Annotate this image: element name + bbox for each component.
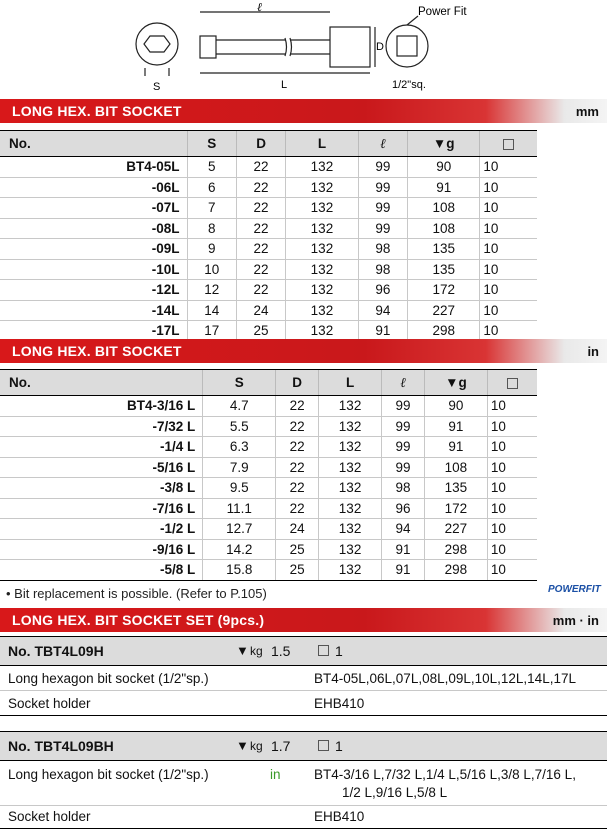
weight-icon: ▼ xyxy=(236,738,249,753)
item-label: Socket holder xyxy=(8,809,91,824)
item-label: Long hexagon bit socket (1/2"sp.) xyxy=(8,767,209,782)
cell-value: 132 xyxy=(286,300,358,321)
socket-diagram xyxy=(0,0,607,98)
cell-value: 10 xyxy=(487,437,537,458)
cell-value: 10 xyxy=(480,280,537,301)
cell-value: 25 xyxy=(276,560,319,581)
cell-value: 5.5 xyxy=(203,416,276,437)
kg-unit: kg xyxy=(250,739,263,753)
col-L: L xyxy=(319,370,382,396)
set-a-weight: 1.5 xyxy=(271,643,291,659)
cell-value: 90 xyxy=(408,157,480,178)
spec-table-mm xyxy=(0,130,537,342)
cell-value: 10 xyxy=(487,396,537,417)
cell-value: 9 xyxy=(187,239,236,260)
cell-value: 10 xyxy=(480,259,537,280)
label-L: L xyxy=(281,79,288,91)
label-l: ℓ xyxy=(257,0,262,14)
label-powerfit: Power Fit xyxy=(418,6,467,18)
cell-value: 10 xyxy=(487,519,537,540)
table-row xyxy=(0,218,537,239)
cell-value: 24 xyxy=(236,300,285,321)
table-row xyxy=(0,198,537,219)
cell-value: 94 xyxy=(358,300,407,321)
cell-value: 96 xyxy=(358,280,407,301)
table-row xyxy=(0,519,537,540)
cell-value: 17 xyxy=(187,321,236,342)
label-D: D xyxy=(376,41,384,53)
col-d: D xyxy=(236,131,285,157)
box-icon xyxy=(318,645,329,656)
set-a-qty: 1 xyxy=(335,643,343,659)
item-value: EHB410 xyxy=(314,809,365,824)
socket-end-view xyxy=(136,23,178,76)
label-S: S xyxy=(153,81,161,93)
cell-value: 8 xyxy=(187,218,236,239)
cell-value: 99 xyxy=(358,198,407,219)
cell-value: 12 xyxy=(187,280,236,301)
cell-value: 22 xyxy=(276,498,319,519)
cell-value: 10 xyxy=(480,218,537,239)
cell-value: 6.3 xyxy=(203,437,276,458)
cell-value: 298 xyxy=(424,539,487,560)
item-tag-in: in xyxy=(270,767,281,782)
table-row xyxy=(0,539,537,560)
table-row xyxy=(0,437,537,458)
set-a-row-2 xyxy=(0,691,607,716)
col-L: L xyxy=(286,131,358,157)
kg-unit: kg xyxy=(250,644,263,658)
item-label: Socket holder xyxy=(8,696,91,711)
cell-part-number: BT4-05L xyxy=(0,157,187,178)
cell-value: 25 xyxy=(276,539,319,560)
banner-mm xyxy=(0,99,607,123)
col-d: D xyxy=(276,370,319,396)
col-qty xyxy=(480,131,537,157)
cell-part-number: -9/16 L xyxy=(0,539,203,560)
cell-part-number: -10L xyxy=(0,259,187,280)
cell-value: 10 xyxy=(480,321,537,342)
cell-value: 7.9 xyxy=(203,457,276,478)
banner-title: LONG HEX. BIT SOCKET SET (9pcs.) xyxy=(12,612,265,628)
cell-value: 132 xyxy=(319,519,382,540)
cell-value: 99 xyxy=(382,457,425,478)
item-value: BT4-05L,06L,07L,08L,09L,10L,12L,14L,17L xyxy=(314,671,576,686)
cell-value: 10 xyxy=(480,239,537,260)
cell-value: 227 xyxy=(424,519,487,540)
cell-value: 90 xyxy=(424,396,487,417)
cell-value: 10 xyxy=(480,198,537,219)
cell-value: 132 xyxy=(286,259,358,280)
table-row xyxy=(0,498,537,519)
set-a-header xyxy=(0,636,607,666)
cell-value: 172 xyxy=(408,280,480,301)
banner-title: LONG HEX. BIT SOCKET xyxy=(12,103,182,119)
table-row xyxy=(0,478,537,499)
note-text: • Bit replacement is possible. (Refer to P.105) xyxy=(6,586,267,601)
cell-value: 135 xyxy=(408,239,480,260)
table-row xyxy=(0,157,537,178)
set-b-row-2 xyxy=(0,806,607,829)
cell-value: 132 xyxy=(286,218,358,239)
banner-unit: in xyxy=(587,344,599,359)
cell-value: 227 xyxy=(408,300,480,321)
weight-icon: ▼ xyxy=(236,643,249,658)
table-row xyxy=(0,560,537,581)
table-row xyxy=(0,280,537,301)
item-label: Long hexagon bit socket (1/2"sp.) xyxy=(8,671,209,686)
cell-value: 22 xyxy=(276,396,319,417)
cell-value: 108 xyxy=(408,218,480,239)
cell-value: 132 xyxy=(286,280,358,301)
cell-value: 132 xyxy=(319,416,382,437)
cell-value: 15.8 xyxy=(203,560,276,581)
cell-value: 14.2 xyxy=(203,539,276,560)
cell-value: 132 xyxy=(286,198,358,219)
box-icon xyxy=(507,378,518,389)
set-a-number: No. TBT4L09H xyxy=(8,643,104,659)
powerfit-logo: POWERFIT xyxy=(548,584,601,595)
socket-side-view xyxy=(200,12,375,73)
set-b-weight: 1.7 xyxy=(271,738,291,754)
cell-value: 10 xyxy=(187,259,236,280)
cell-part-number: -14L xyxy=(0,300,187,321)
banner-in xyxy=(0,339,607,363)
cell-value: 132 xyxy=(319,539,382,560)
cell-value: 98 xyxy=(358,259,407,280)
cell-part-number: -3/8 L xyxy=(0,478,203,499)
cell-value: 99 xyxy=(382,396,425,417)
cell-value: 132 xyxy=(319,498,382,519)
col-s: S xyxy=(187,131,236,157)
cell-value: 99 xyxy=(382,416,425,437)
col-s: S xyxy=(203,370,276,396)
cell-value: 10 xyxy=(487,539,537,560)
cell-value: 91 xyxy=(382,560,425,581)
table-row xyxy=(0,259,537,280)
banner-unit: mm · in xyxy=(552,613,599,628)
cell-value: 10 xyxy=(480,177,537,198)
socket-drive-view xyxy=(386,16,428,67)
cell-value: 22 xyxy=(236,198,285,219)
banner-unit: mm xyxy=(575,104,599,119)
col-l: ℓ xyxy=(358,131,407,157)
cell-value: 10 xyxy=(487,498,537,519)
cell-value: 98 xyxy=(382,478,425,499)
cell-value: 10 xyxy=(487,457,537,478)
cell-part-number: -17L xyxy=(0,321,187,342)
cell-part-number: -5/8 L xyxy=(0,560,203,581)
cell-value: 22 xyxy=(236,177,285,198)
col-no: No. xyxy=(0,370,203,396)
cell-value: 172 xyxy=(424,498,487,519)
weight-icon: ▼ xyxy=(432,136,447,151)
cell-value: 98 xyxy=(358,239,407,260)
banner-title: LONG HEX. BIT SOCKET xyxy=(12,343,182,359)
cell-value: 132 xyxy=(286,239,358,260)
cell-value: 91 xyxy=(358,321,407,342)
cell-value: 7 xyxy=(187,198,236,219)
col-l: ℓ xyxy=(382,370,425,396)
cell-value: 132 xyxy=(286,157,358,178)
cell-value: 5 xyxy=(187,157,236,178)
cell-value: 22 xyxy=(236,157,285,178)
cell-value: 10 xyxy=(487,560,537,581)
table-row xyxy=(0,177,537,198)
cell-part-number: -07L xyxy=(0,198,187,219)
col-weight: ▼g xyxy=(408,131,480,157)
cell-value: 10 xyxy=(487,478,537,499)
cell-part-number: BT4-3/16 L xyxy=(0,396,203,417)
item-value-line1: BT4-3/16 L,7/32 L,1/4 L,5/16 L,3/8 L,7/16 L, xyxy=(314,767,576,782)
spec-table-in xyxy=(0,369,537,581)
cell-value: 11.1 xyxy=(203,498,276,519)
cell-value: 135 xyxy=(408,259,480,280)
cell-part-number: -09L xyxy=(0,239,187,260)
cell-value: 22 xyxy=(276,457,319,478)
banner-set xyxy=(0,608,607,632)
cell-value: 22 xyxy=(236,280,285,301)
set-b-header xyxy=(0,731,607,761)
set-b-qty: 1 xyxy=(335,738,343,754)
cell-value: 99 xyxy=(358,218,407,239)
set-b-row-1 xyxy=(0,761,607,806)
cell-value: 25 xyxy=(236,321,285,342)
table-row xyxy=(0,321,537,342)
cell-part-number: -1/2 L xyxy=(0,519,203,540)
table-row xyxy=(0,457,537,478)
cell-value: 91 xyxy=(424,437,487,458)
cell-value: 91 xyxy=(424,416,487,437)
cell-value: 12.7 xyxy=(203,519,276,540)
cell-value: 298 xyxy=(424,560,487,581)
cell-value: 22 xyxy=(276,478,319,499)
cell-part-number: -12L xyxy=(0,280,187,301)
cell-part-number: -1/4 L xyxy=(0,437,203,458)
cell-value: 10 xyxy=(480,300,537,321)
cell-value: 22 xyxy=(276,437,319,458)
cell-value: 9.5 xyxy=(203,478,276,499)
cell-value: 6 xyxy=(187,177,236,198)
cell-value: 135 xyxy=(424,478,487,499)
cell-value: 22 xyxy=(236,218,285,239)
col-no: No. xyxy=(0,131,187,157)
label-sq: 1/2"sq. xyxy=(392,79,426,91)
cell-part-number: -08L xyxy=(0,218,187,239)
cell-value: 10 xyxy=(487,416,537,437)
cell-value: 99 xyxy=(358,157,407,178)
cell-value: 298 xyxy=(408,321,480,342)
cell-value: 132 xyxy=(286,177,358,198)
cell-value: 94 xyxy=(382,519,425,540)
col-weight: ▼g xyxy=(424,370,487,396)
table-row xyxy=(0,396,537,417)
box-icon xyxy=(503,139,514,150)
table-row xyxy=(0,416,537,437)
cell-value: 91 xyxy=(382,539,425,560)
item-value: EHB410 xyxy=(314,696,365,711)
weight-icon: ▼ xyxy=(445,375,459,390)
set-a-row-1 xyxy=(0,666,607,691)
cell-value: 99 xyxy=(358,177,407,198)
table-row xyxy=(0,239,537,260)
cell-part-number: -7/16 L xyxy=(0,498,203,519)
cell-value: 132 xyxy=(319,478,382,499)
cell-value: 99 xyxy=(382,437,425,458)
cell-value: 22 xyxy=(236,259,285,280)
cell-part-number: -06L xyxy=(0,177,187,198)
cell-value: 132 xyxy=(319,437,382,458)
cell-value: 14 xyxy=(187,300,236,321)
cell-value: 132 xyxy=(319,396,382,417)
cell-value: 132 xyxy=(319,560,382,581)
table-row xyxy=(0,300,537,321)
set-b-number: No. TBT4L09BH xyxy=(8,738,114,754)
cell-value: 10 xyxy=(480,157,537,178)
cell-value: 132 xyxy=(319,457,382,478)
cell-value: 4.7 xyxy=(203,396,276,417)
cell-value: 91 xyxy=(408,177,480,198)
cell-value: 132 xyxy=(286,321,358,342)
cell-value: 22 xyxy=(236,239,285,260)
cell-value: 108 xyxy=(424,457,487,478)
col-qty xyxy=(487,370,537,396)
cell-value: 22 xyxy=(276,416,319,437)
cell-value: 24 xyxy=(276,519,319,540)
box-icon xyxy=(318,740,329,751)
cell-value: 108 xyxy=(408,198,480,219)
cell-part-number: -5/16 L xyxy=(0,457,203,478)
cell-value: 96 xyxy=(382,498,425,519)
cell-part-number: -7/32 L xyxy=(0,416,203,437)
item-value-line2: 1/2 L,9/16 L,5/8 L xyxy=(342,785,448,800)
